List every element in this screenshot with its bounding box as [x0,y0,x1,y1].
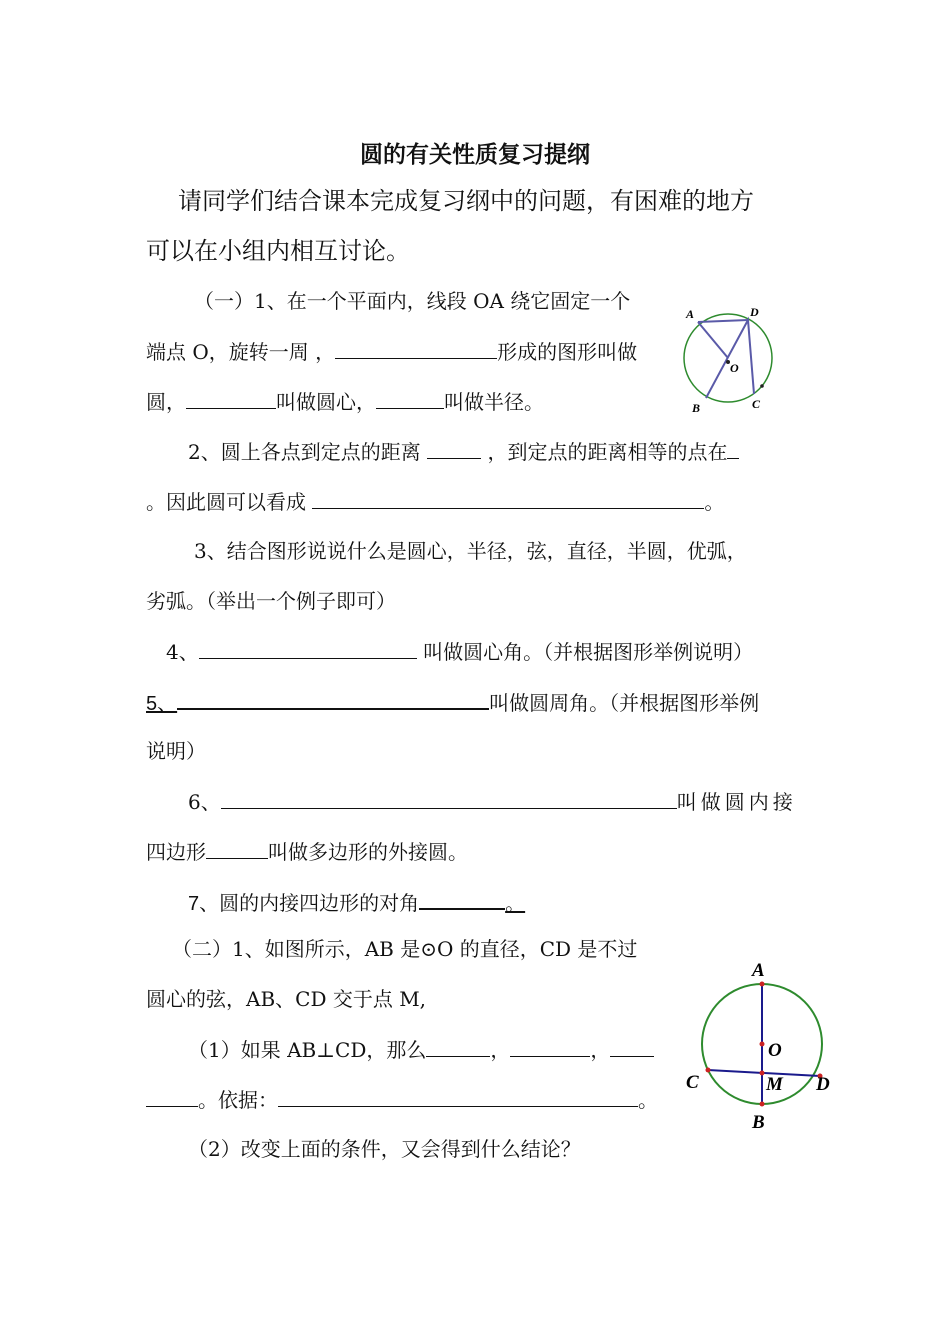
q5-blank[interactable] [177,688,489,710]
figure-1-label-a: A [686,307,695,321]
page-title: 圆的有关性质复习提纲 [360,142,590,168]
q6-text: 叫做圆内接 [676,790,797,814]
q1-blank-3[interactable] [376,388,444,409]
q6-blank-2[interactable] [206,838,268,859]
q7-text: 7、圆的内接四边形的对角 [188,893,420,915]
q1-text-f: 叫做半径。 [444,390,544,414]
p2-end: 。 [638,1088,658,1112]
p2-blank-3[interactable] [610,1036,654,1057]
p2-line-4 [146,1086,658,1113]
q2-text-a: 2、圆上各点到定点的距离 [188,440,421,464]
q1-blank-1[interactable] [335,338,497,359]
q6-line-2 [146,838,468,865]
q4-blank[interactable] [199,638,417,659]
q1-text-a: 端点 O，旋转一周 [146,340,309,364]
figure-2-label-b: B [752,1112,765,1133]
q1-comma: ， [315,340,336,364]
q2-text-d: 。 [704,490,725,514]
q6-text-b: 四边形 [146,840,206,864]
q1-text-d: 圆， [146,390,186,414]
q7-blank[interactable] [419,888,505,910]
intro-line-1: 请同学们结合课本完成复习纲中的问题，有困难的地方 [178,187,754,215]
q5-line-1 [146,688,759,717]
p2-text-a: （1）如果 AB⊥CD，那么 [188,1038,427,1062]
figure-1-chords [706,320,754,398]
intro-line-2: 可以在小组内相互讨论。 [146,237,410,265]
q3-line-1: 3、结合图形说说什么是圆心，半径，弦，直径，半圆，优弧， [194,539,747,563]
figure-1-segment-ao [698,322,728,358]
figure-1-circle-diagram [672,298,792,418]
figure-1-label-o: O [730,361,739,375]
p2-line-3 [188,1036,654,1063]
p2-line-5: （2）改变上面的条件，又会得到什么结论？ [188,1137,581,1161]
p2-comma-2: ， [590,1038,611,1062]
figure-1-label-d: D [750,305,759,319]
q5-text: 叫做圆周角。（并根据图形举例 [489,691,760,715]
q1-line-1: （一）1、在一个平面内，线段 OA 绕它固定一个 [194,289,631,313]
figure-2-label-o: O [768,1040,782,1061]
p2-blank-2[interactable] [510,1036,590,1057]
q1-text-c: 形成的图形叫做 [497,340,638,364]
p2-blank-4[interactable] [146,1086,198,1107]
figure-1-label-b: B [692,401,701,415]
figure-1-label-c: C [752,397,761,411]
q2-text-b: ，到定点的距离相等的点在 [487,440,728,464]
figure-2-label-d: D [816,1074,830,1095]
q5-line-2: 说明） [146,739,206,763]
q2-blank-3[interactable] [312,488,704,509]
figure-2-point-c [706,1068,711,1073]
figure-2-label-m: M [766,1074,783,1095]
q2-line-1 [188,438,739,465]
q6-number: 6、 [188,790,221,814]
q7-line [188,888,525,917]
q4-line [166,638,753,665]
figure-1-point-c [760,384,764,388]
q1-text-e: 叫做圆心， [276,390,376,414]
p2-line-2: 圆心的弦，AB、CD 交于点 M, [146,987,427,1011]
q2-text-c: 。因此圆可以看成 [146,490,306,514]
figure-2-point-b [760,1102,765,1107]
q2-line-2 [146,488,724,515]
q6-line-1 [188,788,797,815]
q4-text: 叫做圆心角。（并根据图形举例说明） [423,640,754,664]
q2-blank-1[interactable] [427,438,481,459]
p2-comma-1: ， [490,1038,511,1062]
q1-line-2 [146,338,637,365]
q6-blank-1[interactable] [221,788,677,809]
q1-blank-2[interactable] [186,388,276,409]
figure-2-label-a: A [752,960,765,981]
figure-2-label-c: C [686,1072,699,1093]
p2-blank-5[interactable] [278,1086,638,1107]
figure-2-point-m [760,1071,765,1076]
p2-blank-1[interactable] [426,1036,490,1057]
p2-line-1: （二）1、如图所示，AB 是⊙O 的直径，CD 是不过 [172,937,638,961]
q2-blank-2[interactable] [727,438,739,459]
figure-2-point-o [760,1042,765,1047]
figure-2-circle-diagram [676,956,846,1136]
p2-text-b: 。依据： [198,1088,278,1112]
figure-2-point-a [760,982,765,987]
q4-number: 4、 [166,640,199,664]
q7-end: 。 [505,893,526,915]
q6-text-c: 叫做多边形的外接圆。 [268,840,468,864]
q1-line-3 [146,388,544,415]
q5-number: 5、 [146,693,178,715]
q3-line-2: 劣弧。（举出一个例子即可） [146,589,396,613]
